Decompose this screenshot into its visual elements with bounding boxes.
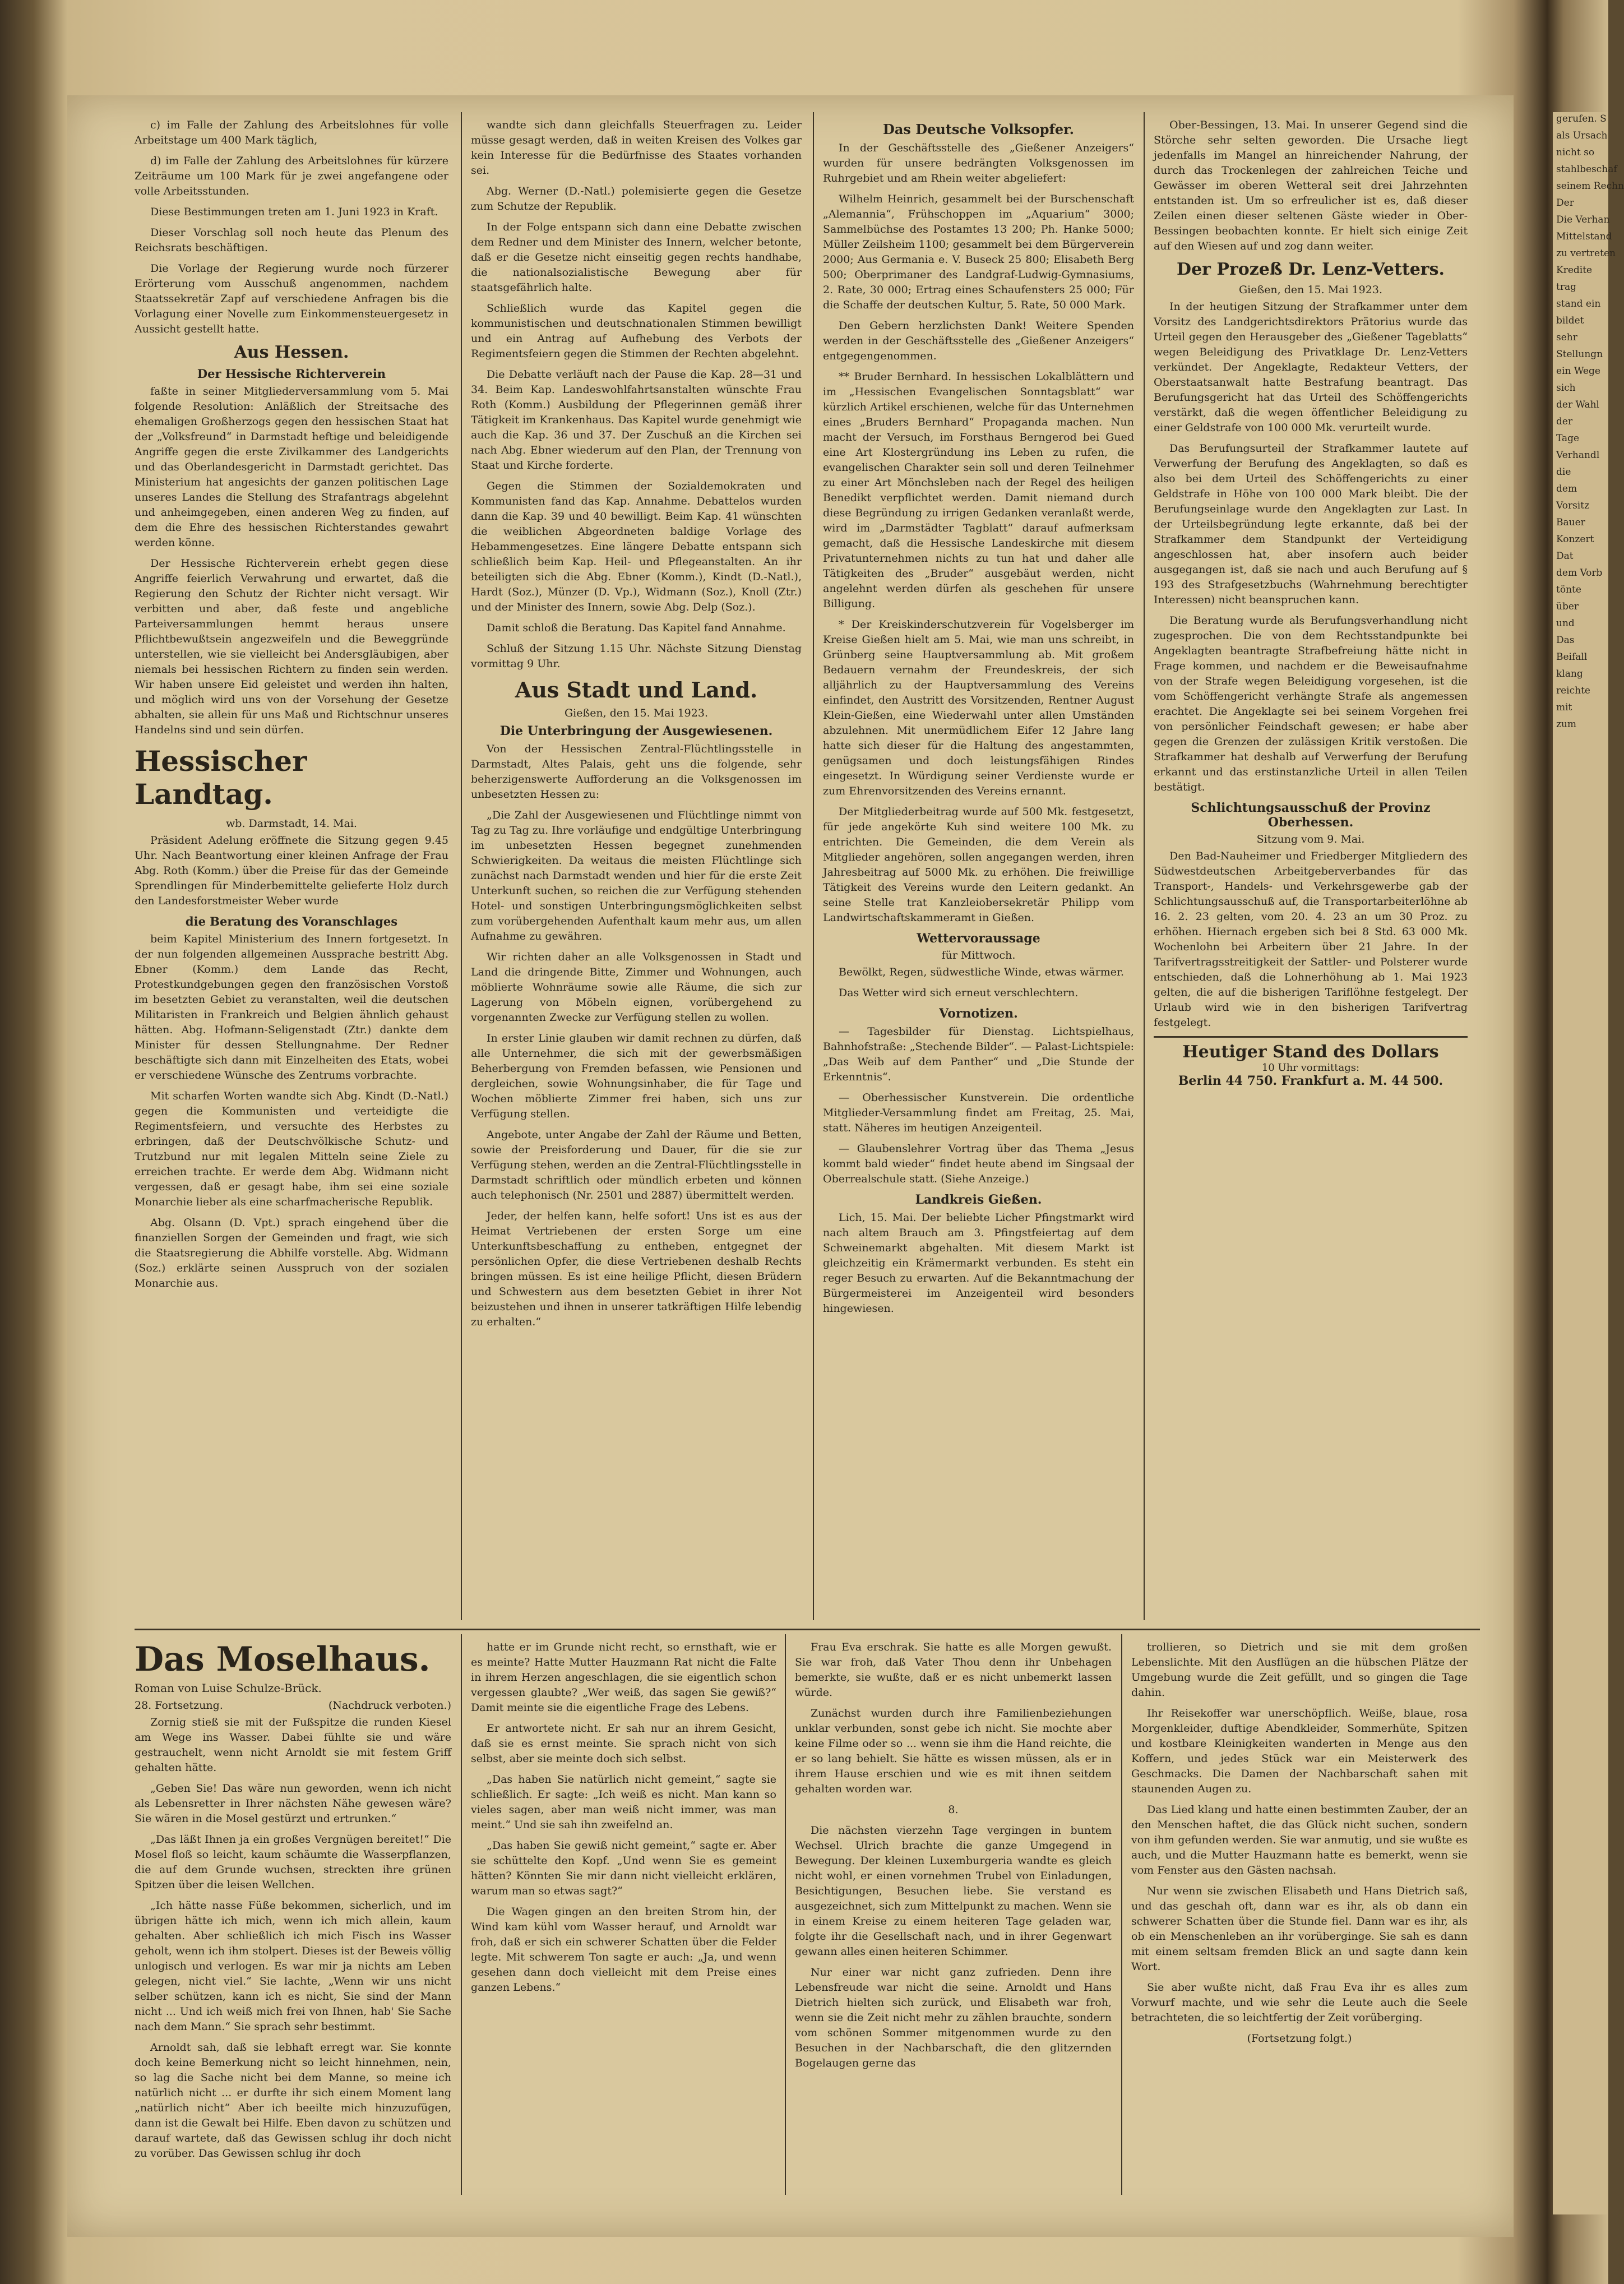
adjacent-page-line: der (1556, 416, 1573, 427)
paragraph: Der Mitgliederbeitrag wurde auf 500 Mk. festgesetzt, für jede angekörte Kuh sind weitere 100 Mk. zu entrichten. Die Gemeinden, die dem Verein als Mitglieder angehören, sollen angegangen werden, ihren Jahresbeitrag auf 5000 Mk. zu erhöhen. Die freiwillige Tätigkeit des Vereins wurde den Leitern gedankt. An seine Stelle trat Kanzleiobersekretär Philipp vom Landwirtschaftskammeramt in Gießen. (823, 806, 1134, 924)
adjacent-page-line: tönte (1556, 584, 1581, 595)
column-2 (471, 118, 802, 1623)
heading-prozess: Der Prozeß Dr. Lenz-Vetters. (1177, 260, 1445, 279)
paragraph: Das Wetter wird sich erneut verschlechtern. (839, 987, 1079, 999)
paragraph: beim Kapitel Ministerium des Innern fortgesetzt. In der nun folgenden allgemeinen Aussprache bestritt Abg. Ebner (Komm.) dem Lande das Recht, Protestkundgebungen gegen den französischen Vorstoß im besetzten Gebiet zu veranstalten, weil die deutschen Militaristen in Frankreich und Belgien ähnlich gehaust hätten. Abg. Hofmann-Seligenstadt (Ztr.) dankte dem Minister für dessen Stellungnahme. Der Redner beschäftigte sich dann mit Einzelheiten des Etats, wobei er verschiedene Wünsche des Zentrums vorbrachte. (135, 933, 448, 1081)
paragraph: Wir richten daher an alle Volksgenossen in Stadt und Land die dringende Bitte, Zimmer und Wohnungen, auch möblierte Wohnräume sowie alle Räume, die sich zur Lagerung von Möbeln eignen, vorübergehend zu vorgenannten Zwecke zur Verfügung stellen zu wollen. (471, 951, 802, 1024)
adjacent-page-line: Tage (1556, 433, 1580, 444)
paragraph: Den Gebern herzlichsten Dank! Weitere Spenden werden in der Geschäftsstelle des „Gießener Anzeigers“ entgegengenommen. (823, 320, 1134, 362)
adjacent-page-line: stahlbeschaf (1556, 164, 1617, 175)
novel-rule-3 (1121, 1634, 1122, 2195)
paragraph: Jeder, der helfen kann, helfe sofort! Uns ist es aus der Heimat Vertriebenen der ersten Sorge um eine Unterkunftsbeschaffung zu entheben, entgegnet der persönlichen Opfer, die diese Vertriebenen deshalb Rechts bringen müssen. Es ist eine heilige Pflicht, diesen Brüdern und Schwestern aus dem besetzten Gebiet in ihrer Not beizustehen und ihnen in unserer tatkräftigen Hilfe lebendig zu erhalten.“ (471, 1210, 802, 1328)
paragraph: Mit scharfen Worten wandte sich Abg. Kindt (D.-Natl.) gegen die Kommunisten und verteidigte die Regimentsfeiern, und versuchte des Herbstes zu erbringen, daß der Deutschvölkische Schutz- und Trutzbund nur mit legalen Mitteln seine Ziele zu erreichen trachte. Er werde dem Abg. Widmann nicht vergessen, daß er gesagt habe, ihm sei eine soziale Monarchie lieber als eine scharfmacherische Republik. (135, 1090, 448, 1208)
novel-author: Roman von Luise Schulze-Brück. (135, 1681, 322, 1695)
adjacent-page-line: dem Vorb (1556, 567, 1603, 579)
paragraph: Die Vorlage der Regierung wurde noch fürzerer Erörterung vom Ausschuß angenommen, nachdem Staatssekretär Zapf auf verschiedene Anfragen bis die Vorlagung einer Novelle zum Einkommensteuergesetz in Aussicht gestellt hatte. (135, 262, 448, 335)
adjacent-page-line: und (1556, 618, 1575, 629)
adjacent-page-line: ein Wege (1556, 366, 1600, 377)
paragraph: „Das läßt Ihnen ja ein großes Vergnügen bereitet!“ Die Mosel floß so leicht, kaum schäumte die Wasserpflanzen, die auf dem Grunde wuchsen, streckten ihre grünen Spitzen über die leisen Wellchen. (135, 1833, 451, 1891)
novel-column-2 (471, 1640, 776, 2195)
paragraph: * Der Kreiskinderschutzverein für Vogelsberger im Kreise Gießen hielt am 5. Mai, wie man uns schreibt, in Grünberg seine Hauptversammlung ab. Mit großem Bedauern vernahm der Freundeskreis, der sich alljährlich zu der Hauptversammlung des Vereins einfindet, den Austritt des Vorsitzenden, Rentner August Klein-Gießen, eine Wiederwahl unter allen Umständen abzulehnen. Mit unermüdlichem Eifer 12 Jahre lang hatte sich dieser für die Haltung des angestammten, genügsamen und doch leistungsfähigen Rindes eingesetzt. In Würdigung seiner Verdienste wurde er zum Ehrenvorsitzenden des Vereins ernannt. (823, 618, 1134, 797)
paragraph: — Oberhessischer Kunstverein. Die ordentliche Mitglieder-Versammlung findet am Freitag, 25. Mai, statt. Näheres im heutigen Anzeigenteil. (823, 1092, 1134, 1134)
paragraph: In der heutigen Sitzung der Strafkammer unter dem Vorsitz des Landgerichtsdirektors Prätorius wurde das Urteil gegen den Herausgeber des „Gießener Tageblatts“ wegen Beleidigung des Privatklage Dr. Lenz-Vetters verkündet. Der Angeklagte, Redakteur Vetters, der Oberstaatsanwalt hatte Bestrafung beantragt. Das Berufungsgericht hat das Urteil des Schöffengerichts verstärkt, daß die wegen öffentlicher Beleidigung zu einer Geldstrafe von 100 000 Mk. verurteilt wurde. (1154, 300, 1468, 434)
paragraph: ** Bruder Bernhard. In hessischen Lokalblättern und im „Hessischen Evangelischen Sonntagsblatt“ war kürzlich Artikel erschienen, welche für das Unternehmen eines „Bruders Bernhard“ Propaganda machen. Nun macht der Versuch, im Forsthaus Berngerod bei Gued eine Art Klostergründung ins Leben zu rufen, die evangelischen Charakter sein soll und deren Teilnehmer zu einer Art Mönchsleben nach der Regel des heiligen Benedikt verpflichtet werden. Damit niemand durch diese Begründung zu irrigen Gedanken veranlaßt werde, wird im „Darmstädter Tagblatt“ darauf aufmerksam gemacht, daß die Hessische Landeskirche mit diesem Privatunternehmen nichts zu tun hat und daher alle Tätigkeiten des „Bruder“ ausgebäut werden, nicht angelehnt werden dürfen als geschehen für unsere Billigung. (823, 371, 1134, 610)
adjacent-page-line: die (1556, 466, 1571, 478)
paragraph: Ober-Bessingen, 13. Mai. In unserer Gegend sind die Störche sehr selten geworden. Die Ursache liegt jedenfalls im Mangel an hinreichender Nahrung, der durch das Trockenlegen der zahlreichen Teiche und Gewässer im oberen Wetteral seit drei Jahrzehnten entstanden ist. Um so erfreulicher ist es, daß dieser Zeilen einen dieser seltenen Gäste wieder in Ober-Bessingen beobachten konnte. Er hielt sich einige Zeit auf den Wiesen auf und zog dann weiter. (1154, 119, 1468, 252)
paragraph: „Das haben Sie gewiß nicht gemeint,“ sagte er. Aber sie schüttelte den Kopf. „Und wenn Sie es gemeint hätten? Könnten Sie mir dann nicht vielleicht erklären, warum man so etwas sagt?“ (471, 1839, 776, 1897)
adjacent-page-line: Bauer (1556, 517, 1585, 528)
paragraph: Die Wagen gingen an den breiten Strom hin, der Wind kam kühl vom Wasser herauf, und Arnoldt war froh, daß er sich ein schwerer Schatten über die Felder legte. Mit schwerem Ton sagte er auch: „Ja, und wenn gesehen dann doch vielleicht mit dem Preise eines ganzen Lebens.“ (471, 1906, 776, 1994)
dollar-rate-box (1154, 1036, 1468, 1088)
adjacent-page-line: als Ursach (1556, 130, 1608, 141)
paragraph: Damit schloß die Beratung. Das Kapitel fand Annahme. (487, 622, 786, 634)
paragraph: Ihr Reisekoffer war unerschöpflich. Weiße, blaue, rosa Morgenkleider, duftige Abendkleider, Sommerhüte, Spitzen und kostbare Kleinigkeiten wanderten in Menge aus den Koffern, und jedes Stück war ein Meisterwerk des Geschmacks. Die Damen der Nachbarschaft sahen mit staunenden Augen zu. (1131, 1707, 1468, 1795)
paragraph: „Die Zahl der Ausgewiesenen und Flüchtlinge nimmt von Tag zu Tag zu. Ihre vorläufige und endgültige Unterbringung im unbesetzten Hessen begegnet zunehmenden Schwierigkeiten. Da weitaus die meisten Flüchtlinge sich zunächst nach Darmstadt wenden und hier für die erste Zeit Unterkunft suchen, so reichen die zur Verfügung stehenden Hotel- und sonstigen Unterbringungsmöglichkeiten selbst zum vorübergehenden Aufenthalt kaum mehr aus, um allen Aufnahme zu gewähren. (471, 809, 802, 942)
novel-installment: 28. Fortsetzung. (135, 1699, 223, 1712)
paragraph: In erster Linie glauben wir damit rechnen zu dürfen, daß alle Unternehmer, die sich mit der gewerbsmäßigen Beherbergung von Fremden befassen, wie Pensionen und dergleichen, sowie Wohnungsinhaber, die für Tage und Wochen möblierte Zimmer frei haben, sich uns zur Verfügung stellen. (471, 1032, 802, 1120)
dateline: Gießen, den 15. Mai 1923. (1239, 284, 1382, 296)
weather-subtitle: für Mittwoch. (941, 949, 1016, 961)
adjacent-page-line: über (1556, 601, 1579, 612)
paragraph: Den Bad-Nauheimer und Friedberger Mitgliedern des Südwestdeutschen Arbeitgeberverbandes für das Transport-, Handels- und Verkehrsgewerbe gab der Schlichtungsausschuß auf, die Transportarbeiterlöhne ab 16. 2. 23 gelten, vom 20. 4. 23 an um 30 Proz. zu erhöhen. Hiernach ergeben sich bei 8 Std. 63 000 Mk. Wochenlohn bei Arbeitern über 21 Jahre. In der Tarifvertragsstreitigkeit der Sattler- und Polsterer wurde entschieden, daß die Lohnerhöhung ab 1. Mai 1923 gelten, die auf die bisherigen Tariflöhne festgelegt. Der Urlaub wird wie in den bisherigen Tarifvertrag festgelegt. (1154, 850, 1468, 1029)
adjacent-page-line: gerufen. S (1556, 113, 1607, 124)
paragraph: Zornig stieß sie mit der Fußspitze die runden Kiesel am Wege ins Wasser. Dabei fühlte sie und wäre gestrauchelt, wenn nicht Arnoldt sie mit festem Griff gehalten hätte. (135, 1716, 451, 1774)
adjacent-page-line: sich (1556, 382, 1576, 394)
continuation-note: (Fortsetzung folgt.) (1247, 2032, 1352, 2045)
adjacent-page-line: Verhandl (1556, 450, 1600, 461)
subheading-richterverein: Der Hessische Richterverein (197, 367, 386, 381)
paragraph: faßte in seiner Mitgliederversammlung vom 5. Mai folgende Resolution: Anläßlich der Streitsache des ehemaligen Großherzogs gegen den hessischen Staat hat der „Volksfreund“ in Darmstadt heftige und beleidigende Angriffe gegen die erste Zivilkammer des Landgerichts und das Oberlandesgericht in Darmstadt gerichtet. Das Ministerium hat angesichts der ganzen politischen Lage unseres Landes die Stellung des Strafantrags abgelehnt und anheimgegeben, einen anderen Weg zu finden, auf dem die Ehre des hessischen Richterstandes gewahrt werden könne. (135, 385, 448, 549)
adjacent-page-line: Kredite (1556, 265, 1593, 276)
novel-column-1 (135, 1640, 451, 2195)
adjacent-page-line: Stellungn (1556, 349, 1603, 360)
adjacent-page-line: trag (1556, 281, 1576, 293)
adjacent-page-line: reichte (1556, 685, 1590, 696)
adjacent-page-lines (1553, 112, 1624, 731)
paragraph: In der Geschäftsstelle des „Gießener Anzeigers“ wurden für unsere bedrängten Volksgenossen im Ruhrgebiet und am Rhein weiter abgeliefert: (823, 142, 1134, 184)
novel-rule-1 (461, 1634, 462, 2195)
adjacent-page-line: Beifall (1556, 651, 1588, 663)
paragraph: „Geben Sie! Das wäre nun geworden, wenn ich nicht als Lebensretter in Ihrer nächsten Nähe gewesen wäre? Sie wären in die Mosel gestürzt und ertrunken.“ (135, 1782, 451, 1825)
novel-title: Das Moselhaus. (135, 1640, 431, 1679)
paragraph: Nur einer war nicht ganz zufrieden. Denn ihre Lebensfreude war nicht die seine. Arnoldt und Hans Dietrich hielten sich zurück, und Elisabeth war froh, wenn sie die Zeit nicht mehr zu zählen brauchte, sondern vom schönen Sommer mitgenommen wurde zu den Besuchen in der Nachbarschaft, die den glitzernden Bogelaugen gerne das (795, 1966, 1112, 2069)
novel-rule-2 (785, 1634, 786, 2195)
paragraph: Dieser Vorschlag soll noch heute das Plenum des Reichsrats beschäftigen. (135, 226, 448, 254)
paragraph: Lich, 15. Mai. Der beliebte Licher Pfingstmarkt wird nach altem Brauch am 3. Pfingstfeiertag auf dem Schweinemarkt abgehalten. Mit diesem Markt ist gleichzeitig ein Krämermarkt verbunden. Es steht ein reger Besuch zu erwarten. Auf die Bekanntmachung der Bürgermeisterei im Anzeigenteil wird besonders hingewiesen. (823, 1212, 1134, 1315)
paragraph: Gegen die Stimmen der Sozialdemokraten und Kommunisten fand das Kap. Annahme. Debattelos wurden dann die Kap. 39 und 40 bewilligt. Beim Kap. 41 wünschten die weiblichen Abgeordneten baldige Vorlage des Hebammengesetzes. Eine längere Debatte entspann sich schließlich beim Kap. Heil- und Pflegeanstalten. An ihr beteiligten sich die Abg. Ebner (Komm.), Kindt (D.-Natl.), Hardt (Soz.), Münzer (D. Vp.), Widmann (Soz.), Knoll (Ztr.) und der Minister des Innern, sowie Abg. Delp (Soz.). (471, 480, 802, 613)
adjacent-page-line: bildet (1556, 315, 1584, 326)
subheading-beratung: die Beratung des Voranschlages (185, 914, 398, 928)
column-3 (823, 118, 1134, 1623)
paragraph: Frau Eva erschrak. Sie hatte es alle Morgen gewußt. Sie war froh, daß Vater Thou denn ihr Unbehagen bemerkte, sie wußte, daß er es nicht unbemerkt lassen würde. (795, 1641, 1112, 1699)
novel-rights: (Nachdruck verboten.) (328, 1699, 451, 1712)
paragraph: Nur wenn sie zwischen Elisabeth und Hans Dietrich saß, und das geschah oft, dann war es ihr, als ob dann ein schwerer Schatten über die Stunde fiel. Dann war es ihr, als ob ein Menschenleben an ihr vorüberginge. Sie sah es dann mit einem seltsam fremden Blick an und sagte dann kein Wort. (1131, 1885, 1468, 1973)
dollar-rates: Berlin 44 750. Frankfurt a. M. 44 500. (1178, 1074, 1443, 1088)
paragraph: Die Debatte verläuft nach der Pause die Kap. 28—31 und 34. Beim Kap. Landeswohlfahrtsanstalten wünschte Frau Roth (Komm.) Ausbildung der Pflegerinnen gemäß ihrer Tätigkeit im Krankenhaus. Das Kapitel wurde genehmigt wie auch die Kap. 36 und 37. Der Zuschuß an die Kirchen sei nach Abg. Ebner wiederum auf den Plan, der Trennung von Staat und Kirche forderte. (471, 368, 802, 471)
column-rule-3 (1144, 112, 1145, 1620)
heading-wettervoraussage: Wettervoraussage (917, 931, 1040, 946)
paragraph: trollieren, so Dietrich und sie mit dem großen Lebenslichte. Mit den Ausflügen an die hübschen Plätze der Umgebung wurde die Zeit gefüllt, und so gingen die Tage dahin. (1131, 1641, 1468, 1699)
adjacent-page-line: seinem Rechn (1556, 181, 1624, 192)
paragraph: Wilhelm Heinrich, gesammelt bei der Burschenschaft „Alemannia“, Frühschoppen im „Aquarium“ 3000; Sammelbüchse des Postamtes 13 200; Ph. Hanke 5000; Müller Zeilsheim 1100; gesammelt bei dem Bürgerverein 2000; Aus Germania e. V. Buseck 25 800; Elisabeth Berg 500; Oberprimaner des Landgraf-Ludwig-Gymnasiums, 2. Rate, 30 000; Ertrag eines Schaufensters 25 000; Für die Schaffe der deutschen Kultur, 5. Rate, 50 000 Mark. (823, 193, 1134, 311)
heading-vornotizen: Vornotizen. (939, 1006, 1018, 1021)
paragraph: Arnoldt sah, daß sie lebhaft erregt war. Sie konnte doch keine Bemerkung nicht so leicht hinnehmen, nein, so lag die Sache nicht bei dem Manne, so meine ich natürlich nicht ... er durfte ihr sich einem Moment lang „natürlich nicht“ Aber ich beeilte mich hinzuzufügen, dann ist die Gewalt bei Hilfe. Eben davon zu schützen und darauf wartete, daß das Gewissen schlug ihr doch nicht zu vorüber. Das Gewissen schlug ihr doch (135, 2041, 451, 2160)
paragraph: Der Hessische Richterverein erhebt gegen diese Angriffe feierlich Verwahrung und erwartet, daß die Regierung den Schutz der Richter nicht versagt. Wir verbitten und aber, daß feste und angebliche Parteiversammlungen hemmt heraus unsere Pflichtbewußtsein angezweifeln und die Beweggründe unterstellen, wie sie vielleicht bei Andersgläubigen, aber niemals bei hessischen Richtern zu finden sein werden. Wir haben unsere Eid geleistet und werden ihn halten, und möglich wird uns von der Vorsehung der Gesetze abhalten, sie allein für uns Maß und Richtschnur unseres Handelns sind und sein dürfen. (135, 557, 448, 736)
chapter-number: 8. (948, 1804, 959, 1816)
paragraph: Präsident Adelung eröffnete die Sitzung gegen 9.45 Uhr. Nach Beantwortung einer kleinen Anfrage der Frau Abg. Roth (Komm.) über die Preise für das der Gemeinde Sprendlingen für Minderbemittelte gelieferte Holz durch den Landesforstmeister Weber wurde (135, 834, 448, 907)
paragraph: wandte sich dann gleichfalls Steuerfragen zu. Leider müsse gesagt werden, daß in weiten Kreisen des Volkes gar kein Interesse für die Bedürfnisse des Staates vorhanden sei. (471, 119, 802, 177)
adjacent-page-line: dem (1556, 483, 1577, 494)
adjacent-page-line: Dat (1556, 551, 1574, 562)
paragraph: Die nächsten vierzehn Tage vergingen in buntem Wechsel. Ulrich brachte die ganze Umgegend in Bewegung. Der kleinen Luxemburgeria wandte es gleich nicht wohl, er einen vornehmen Trubel von Einladungen, Besichtigungen, Besuchen liebe. Sie verstand es ausgezeichnet, sich zum Mittelpunkt zu machen. Wenn sie in einem Kreise zu einem heiteren Tage geladen war, folgte ihr die Gesellschaft nach, und in ihrer Gegenwart gewann alles einen heiteren Schimmer. (795, 1824, 1112, 1958)
novel-column-3 (795, 1640, 1112, 2195)
paragraph: Zunächst wurden durch ihre Familienbeziehungen unklar verbunden, sonst gebe ich nicht. Sie mochte aber keine Filme oder so ... wenn sie ihm die Hand reichte, die er so lang behielt. Sie hätte es wissen müssen, als er in ihrem Hause erschien und wie es mit ihnen seitdem gehalten worden war. (795, 1707, 1112, 1795)
section-heading-hessen: Aus Hessen. (234, 343, 349, 362)
adjacent-page-strip (1553, 112, 1624, 2214)
dateline: wb. Darmstadt, 14. Mai. (226, 817, 357, 830)
paragraph: Abg. Olsann (D. Vpt.) sprach eingehend über die finanziellen Sorgen der Gemeinden und fragt, wie sich die Staatsregierung die Abhilfe vorstelle. Abg. Widmann (Soz.) erklärte seinen Ausspruch von der sozialen Monarchie aus. (135, 1217, 448, 1289)
heading-volksopfer: Das Deutsche Volksopfer. (883, 121, 1074, 137)
paragraph: Das Berufungsurteil der Strafkammer lautete auf Verwerfung der Berufung des Angeklagten, so daß es also bei dem Urteil des Schöffengerichts zu einer Geldstrafe in Höhe von 100 000 Mark bleibt. Die der Berufungseinlage wurde den Angeklagten zur Last. In der Urteilsbegründung legte erkannte, daß bei der Strafkammer dem Standpunkt der Verteidigung angeschlossen hat, aber insofern auch beider ausgegangen ist, daß sie nach und auch Berufung auf § 193 des Strafgesetzbuchs (Wahrnehmung berechtigter Interessen) nicht beanspruchen kann. (1154, 442, 1468, 606)
paragraph: Schließlich wurde das Kapitel gegen die kommunistischen und deutschnationalen Stimmen bewilligt und ein Antrag auf Aufhebung des Verbots der Regimentsfeiern gegen die Stimmen der Rechten abgelehnt. (471, 302, 802, 360)
paragraph: c) im Falle der Zahlung des Arbeitslohnes für volle Arbeitstage um 400 Mark täglich, (135, 119, 448, 146)
adjacent-page-line: Das (1556, 635, 1575, 646)
dollar-time: 10 Uhr vormittags: (1261, 1062, 1360, 1074)
adjacent-page-line: der Wahl (1556, 399, 1599, 410)
adjacent-page-line: Konzert (1556, 534, 1594, 545)
paragraph: hatte er im Grunde nicht recht, so ernsthaft, wie er es meinte? Hatte Mutter Hauzmann Rat nicht die Falte in ihrem Herzen angeschlagen, die sie eigentlich schon vergessen glaubte? „Wer weiß, das sagen Sie gewiß?“ Damit meinte sie die eigentliche Frage des Lebens. (471, 1641, 776, 1714)
adjacent-page-line: zum (1556, 719, 1577, 730)
adjacent-page-line: sehr (1556, 332, 1577, 343)
adjacent-page-line: Mittelstand (1556, 231, 1612, 242)
novel-column-4 (1131, 1640, 1468, 2195)
column-4 (1154, 118, 1468, 1623)
paragraph: Angebote, unter Angabe der Zahl der Räume und Betten, sowie der Preisforderung und Dauer, für die sie zur Verfügung stehen, werden an die Zentral-Flüchtlingsstelle in Darmstadt schriftlich oder mündlich erbeten und können auch telephonisch (Nr. 2501 und 2887) übermittelt werden. (471, 1129, 802, 1201)
adjacent-page-line: zu vertreten (1556, 248, 1616, 259)
paragraph: „Ich hätte nasse Füße bekommen, sicherlich, und im übrigen hätte ich mich, wenn ich mich allein, kaum gehalten. Aber schließlich ich mich Fisch ins Wasser geholt, wenn ich ihm stolpert. Dieses ist der Beweis völlig unlogisch und verlogen. Es war mir ja nichts am Leben gelegen, nicht viel.“ Sie lachte, „Wenn wir uns nicht selber schützen, kann ich es nicht, Sie sind der Mann nicht ... Und ich weiß mich frei von Ihnen, hab' Sie Sache nach dem Mann.“ Sie sprach sehr bestimmt. (135, 1899, 451, 2033)
paragraph: Abg. Werner (D.-Natl.) polemisierte gegen die Gesetze zum Schutze der Republik. (471, 185, 802, 212)
paragraph: Die Beratung wurde als Berufungsverhandlung nicht zugesprochen. Die von dem Rechtsstandpunkte bei Angeklagten beantragte Strafbefreiung hätte nicht in Frage kommen, und nachdem er die Beweisaufnahme von der Strafe wegen Beleidigung vorgesehen, ist die vom Schöffengericht verhängte Strafe als angemessen erachtet. Die Angeklagte sei bei seinem Vorgehen frei von persönlicher Feindschaft gewesen; er habe aber gegen die Grenzen der zulässigen Kritik verstoßen. Die Strafkammer hat deshalb auf Verwerfung der Berufung erkannt und das erstinstanzliche Urteil in allen Teilen bestätigt. (1154, 614, 1468, 793)
column-rule-1 (461, 112, 462, 1620)
adjacent-page-line: nicht so (1556, 147, 1595, 158)
dollar-title: Heutiger Stand des Dollars (1182, 1042, 1439, 1062)
paragraph: Das Lied klang und hatte einen bestimmten Zauber, der an den Menschen haftet, die das Glück nicht suchen, sondern von ihm gefunden werden. Sie war anmutig, und sie wußte es auch, und die Mutter Hauzmann hatte es bemerkt, wenn sie vom Fenster aus den Gästen nachsah. (1131, 1804, 1468, 1876)
paragraph: Von der Hessischen Zentral-Flüchtlingsstelle in Darmstadt, Altes Palais, geht uns die folgende, sehr beherzigenswerte Aufforderung an die Volksgenossen im unbesetzten Hessen zu: (471, 743, 802, 801)
paragraph: d) im Falle der Zahlung des Arbeitslohnes für kürzere Zeiträume um 100 Mark für je zwei angefangene oder volle Arbeitsstunden. (135, 155, 448, 197)
heading-landkreis: Landkreis Gießen. (915, 1192, 1042, 1207)
paragraph: Er antwortete nicht. Er sah nur an ihrem Gesicht, daß sie es ernst meinte. Sie sprach nicht von sich selbst, aber sie meinte doch sich selbst. (471, 1722, 776, 1765)
paragraph: Schluß der Sitzung 1.15 Uhr. Nächste Sitzung Dienstag vormittag 9 Uhr. (471, 642, 802, 670)
adjacent-page-line: Vorsitz (1556, 500, 1590, 511)
paragraph: In der Folge entspann sich dann eine Debatte zwischen dem Redner und dem Minister des Innern, welcher betonte, daß er die Gesetze nicht einseitig gegen rechts handhabe, die nationalsozialistische Bewegung aber für staatsgefährlich halte. (471, 221, 802, 294)
session-date: Sitzung vom 9. Mai. (1256, 833, 1365, 845)
subheading-unterbringung: Die Unterbringung der Ausgewiesenen. (499, 724, 773, 738)
adjacent-page-line: Der (1556, 197, 1574, 209)
novel-separator-rule (135, 1629, 1480, 1630)
section-heading-landtag: Hessischer Landtag. (135, 745, 307, 811)
paragraph: Bewölkt, Regen, südwestliche Winde, etwas wärmer. (839, 966, 1125, 978)
paragraph: — Glaubenslehrer Vortrag über das Thema „Jesus kommt bald wieder“ findet heute abend im Singsaal der Oberrealschule statt. (Siehe Anzeige.) (823, 1143, 1134, 1185)
adjacent-page-line: mit (1556, 702, 1572, 713)
column-1 (135, 118, 448, 1623)
paragraph: „Das haben Sie natürlich nicht gemeint,“ sagte sie schließlich. Er sagte: „Ich weiß es nicht. Man kann so vieles sagen, aber man weiß nicht immer, was man meint.“ Und sie sah ihn zweifelnd an. (471, 1773, 776, 1831)
heading-schlichtungsausschuss: Schlichtungsausschuß der Provinz Oberhessen. (1191, 801, 1431, 830)
novel-meta (135, 1699, 451, 1712)
paragraph: — Tagesbilder für Dienstag. Lichtspielhaus, Bahnhofstraße: „Stechende Bilder“. — Palast-Lichtspiele: „Das Weib auf dem Panther“ und „Die Stunde der Erkenntnis“. (823, 1025, 1134, 1083)
paragraph: Sie aber wußte nicht, daß Frau Eva ihr es alles zum Vorwurf machte, und wie sehr die Leute auch die Seele betrachteten, die so leichtfertig der Zeit vorüberging. (1131, 1981, 1468, 2024)
adjacent-page-line: stand ein (1556, 298, 1601, 309)
dateline: Gießen, den 15. Mai 1923. (565, 707, 708, 719)
section-heading-stadt-land: Aus Stadt und Land. (515, 677, 758, 702)
adjacent-page-line: klang (1556, 668, 1583, 679)
column-rule-2 (813, 112, 814, 1620)
paragraph: Diese Bestimmungen treten am 1. Juni 1923 in Kraft. (150, 206, 438, 218)
adjacent-page-line: Die Verhan (1556, 214, 1610, 225)
